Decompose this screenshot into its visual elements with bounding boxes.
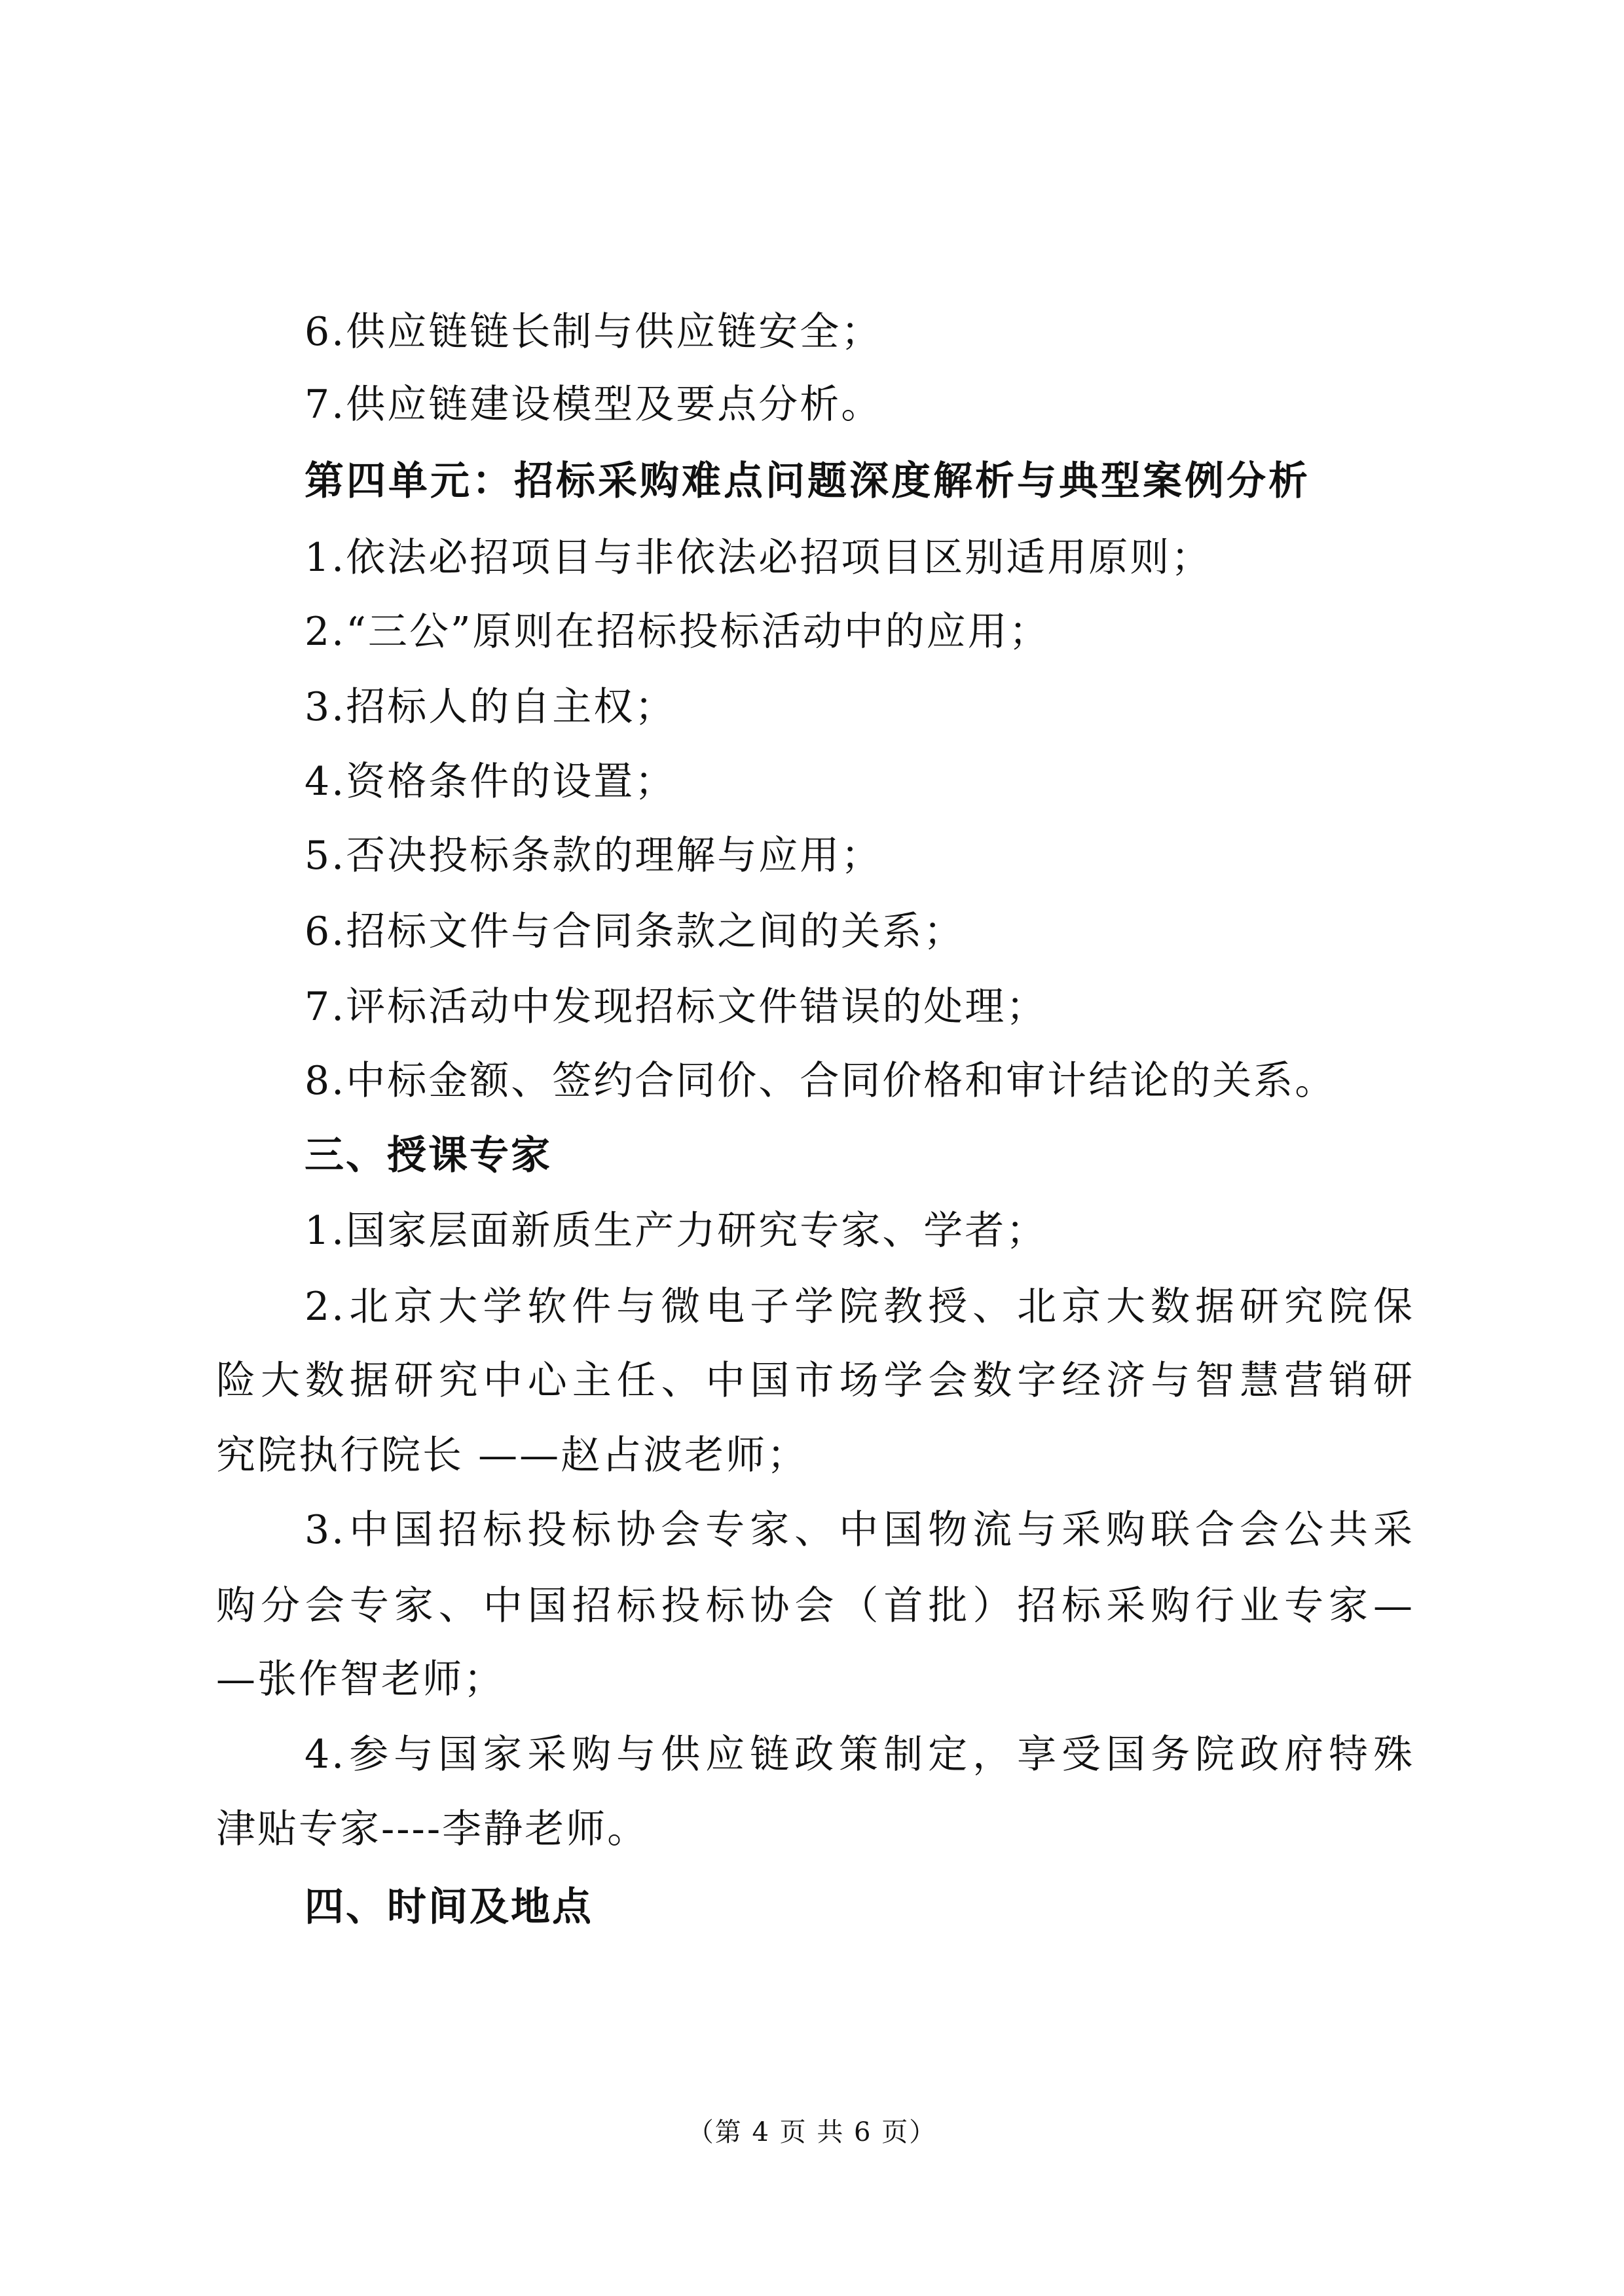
list-item: 7.供应链建设模型及要点分析。 bbox=[304, 382, 883, 428]
paragraph-line: 购分会专家、中国招标投标协会（首批）招标采购行业专家— bbox=[216, 1583, 1414, 1629]
list-item: 5.否决投标条款的理解与应用； bbox=[304, 833, 883, 879]
paragraph-line: 险大数据研究中心主任、中国市场学会数字经济与智慧营销研 bbox=[216, 1358, 1414, 1404]
paragraph-line: 津贴专家----李静老师。 bbox=[216, 1806, 649, 1852]
list-item: 8.中标金额、签约合同价、合同价格和审计结论的关系。 bbox=[304, 1058, 1337, 1104]
list-item: 1.依法必招项目与非依法必招项目区别适用原则； bbox=[304, 535, 1213, 581]
list-item: 6.招标文件与合同条款之间的关系； bbox=[304, 909, 965, 955]
list-item: 2.“三公”原则在招标投标活动中的应用； bbox=[304, 609, 1050, 655]
page-number: （第 4 页 共 6 页） bbox=[687, 2117, 937, 2147]
paragraph-line: 4.参与国家采购与供应链政策制定，享受国务院政府特殊 bbox=[304, 1732, 1414, 1777]
paragraph-line: 3.中国招标投标协会专家、中国物流与采购联合会公共采 bbox=[304, 1507, 1414, 1553]
section-heading: 四、时间及地点 bbox=[304, 1884, 593, 1930]
list-item: 6.供应链链长制与供应链安全； bbox=[304, 309, 883, 355]
paragraph-line: 2.北京大学软件与微电子学院教授、北京大数据研究院保 bbox=[304, 1284, 1414, 1330]
section-heading: 三、授课专家 bbox=[304, 1133, 552, 1178]
list-item: 4.资格条件的设置； bbox=[304, 759, 676, 805]
paragraph-line: —张作智老师； bbox=[216, 1656, 505, 1702]
list-item: 1.国家层面新质生产力研究专家、学者； bbox=[304, 1208, 1048, 1254]
list-item: 3.招标人的自主权； bbox=[304, 684, 676, 730]
unit-heading: 第四单元：招标采购难点问题深度解析与典型案例分析 bbox=[304, 458, 1310, 504]
paragraph-line: 究院执行院长 ——赵占波老师； bbox=[216, 1432, 809, 1478]
list-item: 7.评标活动中发现招标文件错误的处理； bbox=[304, 984, 1048, 1030]
